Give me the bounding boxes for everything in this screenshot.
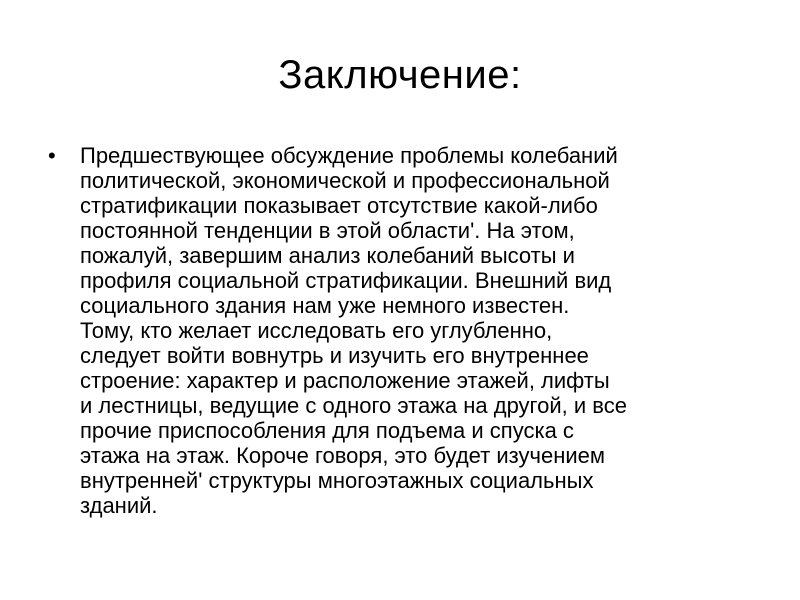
paragraph-line: внутренней' структуры многоэтажных социальных [80, 468, 594, 493]
paragraph-line: Предшествующее обсуждение проблемы колебаний [80, 143, 618, 168]
paragraph-line: постоянной тенденции в этой области'. На этом, [80, 218, 575, 243]
paragraph-line: и лестницы, ведущие с одного этажа на другой, и все [80, 393, 627, 418]
slide-title: Заключение: [278, 53, 522, 97]
paragraph-line: Тому, кто желает исследовать его углубленно, [80, 318, 553, 343]
bullet-list [44, 143, 764, 518]
bullet-icon: • [48, 143, 56, 168]
paragraph-line: прочие приспособления для подъема и спуска с [80, 418, 574, 443]
paragraph-line: профиля социальной стратификации. Внешний вид [80, 268, 612, 293]
paragraph-line: социального здания нам уже немного известен. [80, 293, 570, 318]
paragraph-line: следует войти вовнутрь и изучить его внутреннее [80, 343, 589, 368]
paragraph-line: этажа на этаж. Короче говоря, это будет изучением [80, 443, 606, 468]
paragraph-line: пожалуй, завершим анализ колебаний высоты и [80, 243, 575, 268]
paragraph-line: зданий. [80, 493, 158, 518]
paragraph-line: строение: характер и расположение этажей, лифты [80, 368, 610, 393]
paragraph-line: стратификации показывает отсутствие какой-либо [80, 193, 598, 218]
bullet-item [44, 143, 764, 518]
paragraph-line: политической, экономической и профессиональной [80, 168, 610, 193]
